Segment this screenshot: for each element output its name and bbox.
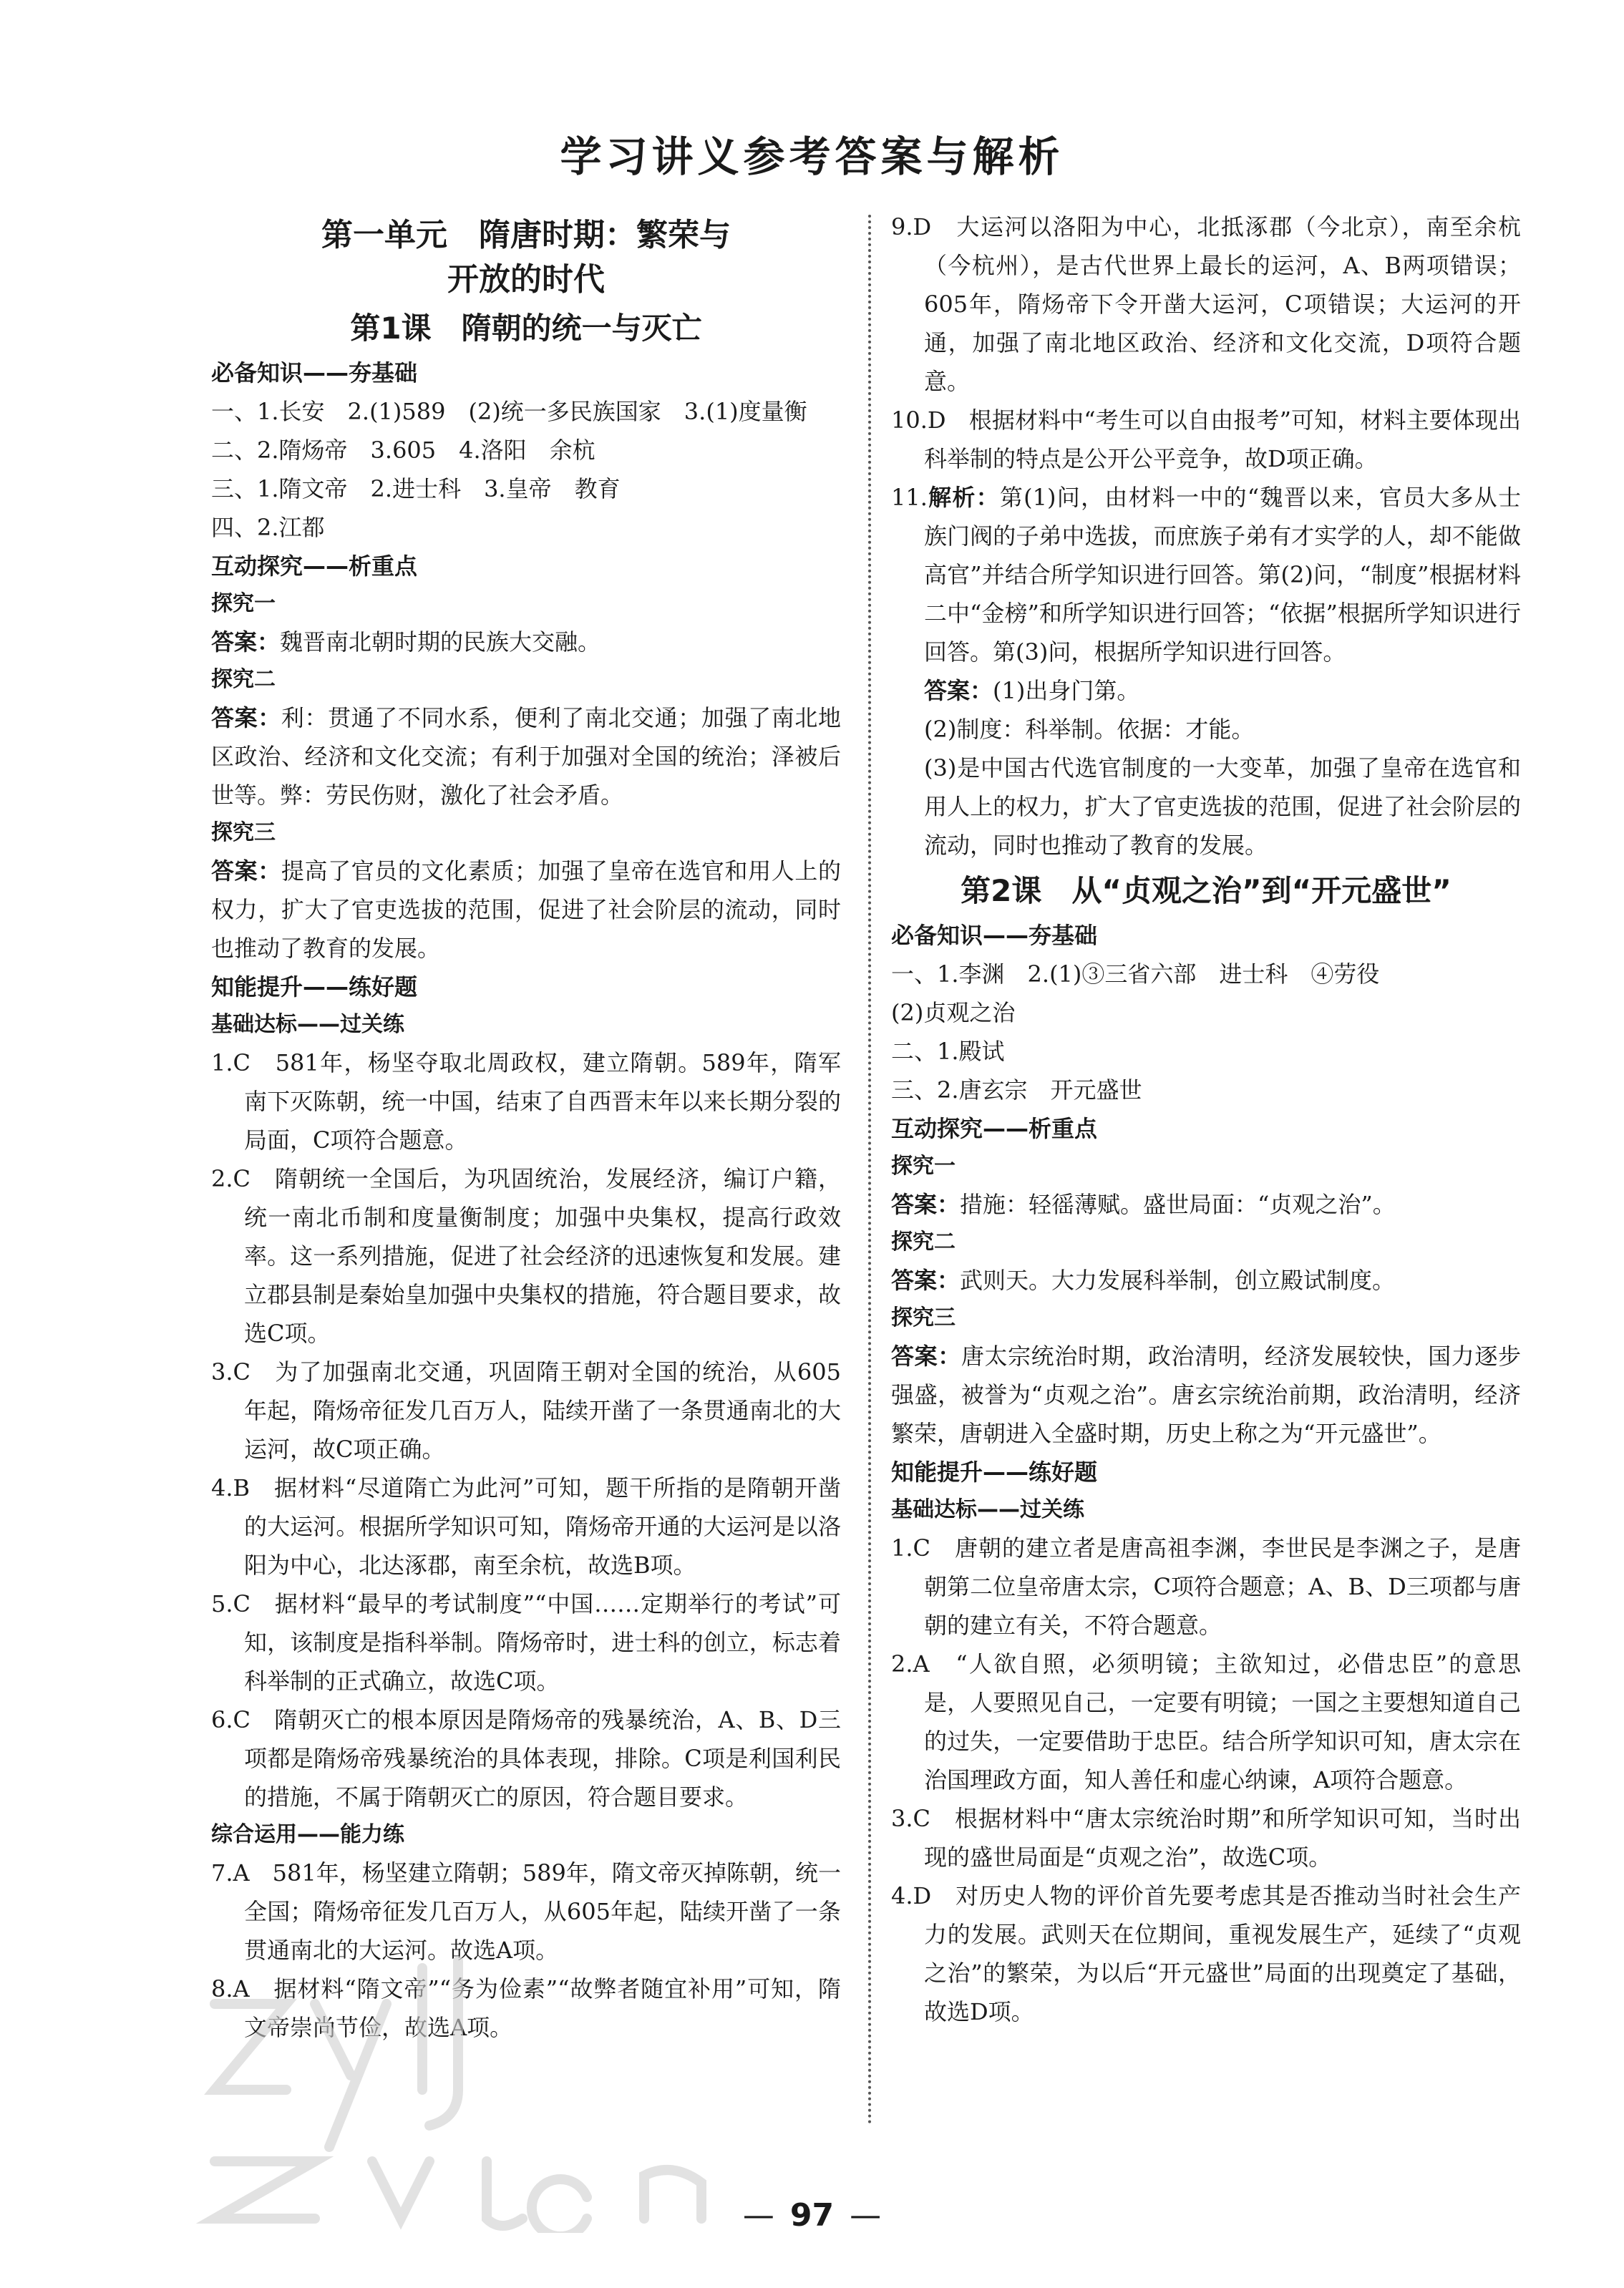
question-answer: 10.D 根据材料中“考生可以自由报考”可知，材料主要体现出科举制的特点是公开公平竞争，故D项正确。: [891, 407, 1521, 472]
question-answer: 1.C 581年，杨坚夺取北周政权，建立隋朝。589年，隋军南下灭陈朝，统一中国，结束了自西晋末年以来长期分裂的局面，C项符合题意。: [211, 1049, 841, 1154]
answer-text: 唐太宗统治时期，政治清明，经济发展较快，国力逐步强盛，被誉为“贞观之治”。唐玄宗统治前期，政治清明，经济繁荣，唐朝进入全盛时期，历史上称之为“开元盛世”。: [891, 1343, 1521, 1447]
section-heading-practice: 知能提升——练好题: [891, 1459, 1098, 1486]
question-answer: 2.C 隋朝统一全国后，为巩固统治，发展经济，编订户籍，统一南北币制和度量衡制度；加强中央集权，提高行政效率。这一系列措施，促进了社会经济的迅速恢复和发展。建立郡县制是秦始皇加强中央集权的措施，符合题目要求，故选C项。: [211, 1165, 841, 1347]
answer-text: 魏晋南北朝时期的民族大交融。: [280, 628, 601, 656]
basic-line: 四、2.江都: [211, 514, 325, 541]
answer-text: 提高了官员的文化素质；加强了皇帝在选官和用人上的权力，扩大了官吏选拔的范围，促进了社会阶层的流动，同时也推动了教育的发展。: [211, 857, 841, 962]
question-11-answer: [891, 671, 1521, 710]
column-divider: [868, 215, 871, 2126]
answer-label: 答案：: [211, 704, 281, 731]
section-heading-basic: 必备知识——夯基础: [211, 359, 418, 386]
section-heading-practice: 知能提升——练好题: [211, 973, 418, 1001]
answer-text: 利：贯通了不同水系，便利了南北交通；加强了南北地区政治、经济和文化交流；有利于加强对全国的统治；泽被后世等。弊：劳民伤财，激化了社会矛盾。: [211, 704, 841, 809]
question-answer: 7.A 581年，杨坚建立隋朝；589年，隋文帝灭掉陈朝，统一全国；隋炀帝征发几百万人，从605年起，陆续开凿了一条贯通南北的大运河。故选A项。: [211, 1859, 841, 1964]
explore-answer: [211, 698, 841, 814]
basic-line: 二、2.隋炀帝 3.605 4.洛阳 余杭: [211, 437, 595, 464]
section-heading-basic: 必备知识——夯基础: [891, 922, 1098, 949]
question-11-answer-line: (2)制度：科举制。依据：才能。: [924, 716, 1255, 743]
answer-label: 答案：: [924, 677, 993, 704]
answer-text: 措施：轻徭薄赋。盛世局面：“贞观之治”。: [960, 1191, 1396, 1218]
basic-line: 二、1.殿试: [891, 1038, 1005, 1065]
answer-label: 答案：: [891, 1343, 961, 1370]
page-number-dash-left-icon: —: [742, 2197, 774, 2234]
question-11-answer-line: (3)是中国古代选官制度的一大变革，加强了皇帝在选官和用人上的权力，扩大了官吏选拔的范围，促进了社会阶层的流动，同时也推动了教育的发展。: [924, 754, 1521, 859]
explore-title: 探究三: [891, 1305, 956, 1330]
unit-title: [211, 213, 841, 302]
explore-answer: [891, 1185, 1521, 1224]
question-number: 11.: [891, 484, 928, 511]
answer-label: 答案：: [211, 857, 281, 885]
question-answer: 8.A 据材料“隋文帝”“务为俭素”“故弊者随宜补用”可知，隋文帝崇尚节俭，故选A项。: [211, 1975, 841, 2041]
question-11-analysis: [891, 478, 1521, 671]
section-heading-explore: 互动探究——析重点: [211, 552, 418, 580]
explore-title: 探究一: [891, 1154, 956, 1179]
explore-answer: [891, 1337, 1521, 1453]
left-column: [211, 208, 841, 2047]
basic-line: (2)贞观之治: [891, 999, 1016, 1026]
question-answer: 9.D 大运河以洛阳为中心，北抵涿郡（今北京），南至余杭（今杭州），是古代世界上最长的运河，A、B两项错误；605年，隋炀帝下令开凿大运河，C项错误；大运河的开通，加强了南北地区政治、经济和文化交流，D项符合题意。: [891, 213, 1521, 395]
explore-title: 探究二: [891, 1230, 956, 1255]
analysis-label: 解析：: [927, 484, 1000, 511]
basic-line: 三、2.唐玄宗 开元盛世: [891, 1076, 1142, 1104]
lesson-2-title: 第2课 从“贞观之治”到“开元盛世”: [961, 873, 1452, 908]
subsection-heading-basic: 基础达标——过关练: [891, 1497, 1084, 1522]
question-answer: 4.B 据材料“尽道隋亡为此河”可知，题干所指的是隋朝开凿的大运河。根据所学知识可知，隋炀帝开通的大运河是以洛阳为中心，北达涿郡，南至余杭，故选B项。: [211, 1474, 841, 1579]
question-answer: 6.C 隋朝灭亡的根本原因是隋炀帝的残暴统治，A、B、D三项都是隋炀帝残暴统治的具体表现，排除。C项是利国利民的措施，不属于隋朝灭亡的原因，符合题目要求。: [211, 1706, 841, 1811]
subsection-heading-basic: 基础达标——过关练: [211, 1012, 404, 1037]
question-answer: 3.C 根据材料中“唐太宗统治时期”和所学知识可知，当时出现的盛世局面是“贞观之治”，故选C项。: [891, 1805, 1521, 1871]
right-column: [891, 208, 1521, 2031]
analysis-text: 第(1)问，由材料一中的“魏晋以来，官员大多从士族门阀的子弟中选拔，而庶族子弟有才实学的人，却不能做高官”并结合所学知识进行回答。第(2)问，“制度”根据材料二中“金榜”和所学知识进行回答；“依据”根据所学知识进行回答。第(3)问，根据所学知识进行回答。: [924, 484, 1521, 666]
question-answer: 2.A “人欲自照，必须明镜；主欲知过，必借忠臣”的意思是，人要照见自己，一定要有明镜；一国之主要想知道自己的过失，一定要借助于忠臣。结合所学知识可知，唐太宗在治国理政方面，知人善任和虚心纳谏，A项符合题意。: [891, 1650, 1521, 1793]
explore-title: 探究二: [211, 667, 276, 692]
page-number-dash-right-icon: —: [850, 2197, 882, 2234]
lesson-1-title: 第1课 隋朝的统一与灭亡: [350, 311, 702, 346]
basic-line: 一、1.长安 2.(1)589 (2)统一多民族国家 3.(1)度量衡: [211, 398, 807, 425]
question-answer: 3.C 为了加强南北交通，巩固隋王朝对全国的统治，从605年起，隋炀帝征发几百万人，陆续开凿了一条贯通南北的大运河，故C项正确。: [211, 1358, 841, 1463]
answer-text: (1)出身门第。: [993, 677, 1140, 704]
unit-title-line-2: 开放的时代: [447, 261, 605, 298]
explore-answer: [211, 623, 841, 661]
explore-title: 探究三: [211, 820, 276, 845]
answer-text: 武则天。大力发展科举制，创立殿试制度。: [960, 1267, 1396, 1294]
unit-title-line-1: 第一单元 隋唐时期：繁荣与: [321, 217, 731, 253]
page-number-value: 97: [789, 2197, 835, 2234]
basic-line: 一、1.李渊 2.(1)③三省六部 进士科 ④劳役: [891, 960, 1380, 988]
section-heading-explore: 互动探究——析重点: [891, 1115, 1098, 1142]
explore-title: 探究一: [211, 591, 276, 616]
basic-line: 三、1.隋文帝 2.进士科 3.皇帝 教育: [211, 475, 621, 502]
page-title: 学习讲义参考答案与解析: [560, 132, 1064, 181]
answer-label: 答案：: [891, 1267, 961, 1294]
question-answer: 4.D 对历史人物的评价首先要考虑其是否推动当时社会生产力的发展。武则天在位期间，重视发展生产，延续了“贞观之治”的繁荣，为以后“开元盛世”局面的出现奠定了基础，故选D项。: [891, 1882, 1521, 2025]
answer-label: 答案：: [891, 1191, 961, 1218]
answer-label: 答案：: [211, 628, 281, 656]
explore-answer: [211, 852, 841, 968]
question-answer: 1.C 唐朝的建立者是唐高祖李渊，李世民是李渊之子，是唐朝第二位皇帝唐太宗，C项符合题意；A、B、D三项都与唐朝的建立有关，不符合题意。: [891, 1534, 1521, 1639]
explore-answer: [891, 1261, 1521, 1300]
page-number: [0, 2197, 1624, 2234]
subsection-heading-comprehensive: 综合运用——能力练: [211, 1822, 404, 1847]
question-answer: 5.C 据材料“最早的考试制度”“中国……定期举行的考试”可知，该制度是指科举制。隋炀帝时，进士科的创立，标志着科举制的正式确立，故选C项。: [211, 1590, 841, 1695]
